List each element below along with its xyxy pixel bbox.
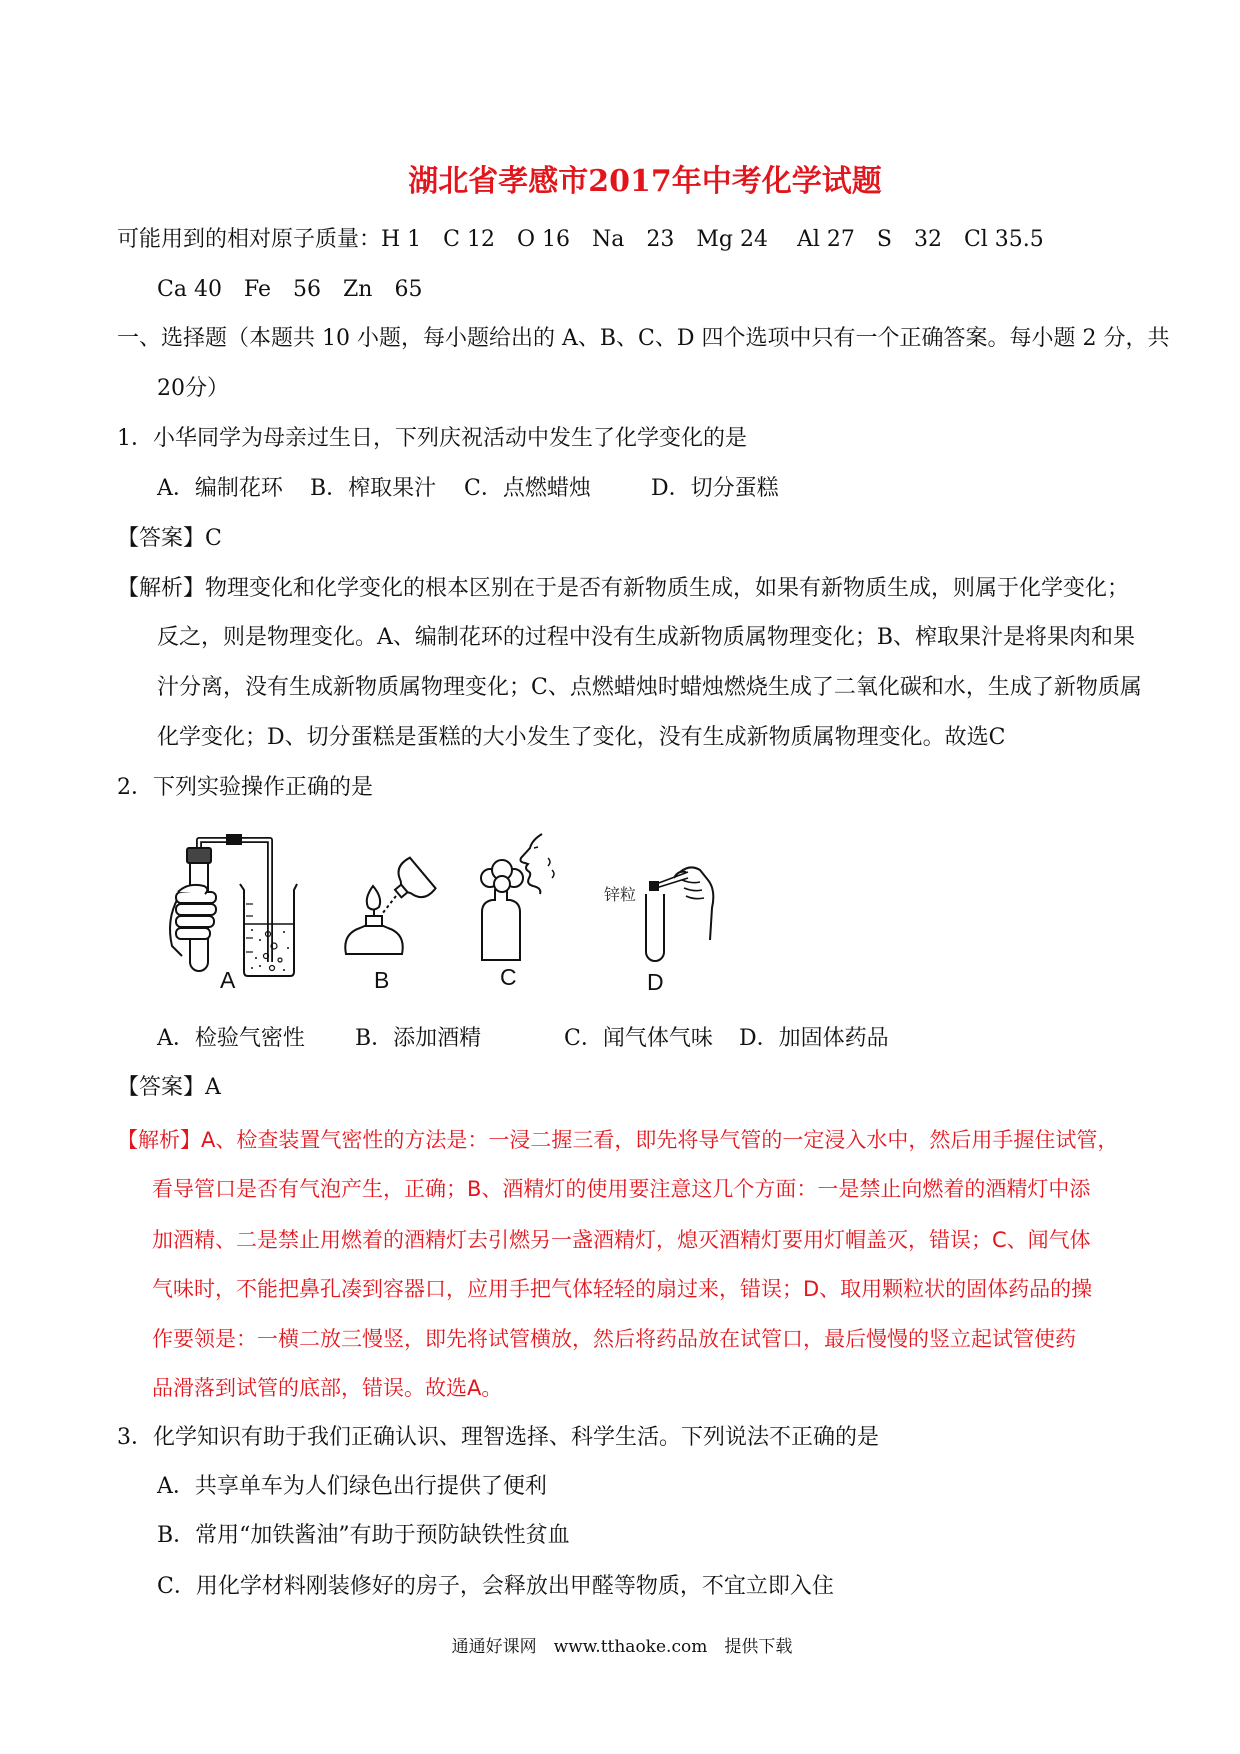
q2-analysis-line-1: 【解析】A、检查装置气密性的方法是：一浸二握三看，即先将导气管的一定浸入水中，然后用手握住试管， [117, 1128, 1119, 1152]
q2-option-b: B．添加酒精 [355, 1026, 482, 1051]
atomic-mass-line-2: Ca 40 Fe 56 Zn 65 [157, 277, 423, 302]
apparatus-b-alcohol-lamp [345, 857, 436, 954]
page-footer: 通通好课网 www.tthaoke.com 提供下载 [451, 1637, 793, 1657]
page-title: 湖北省孝感市2017年中考化学试题 [408, 164, 882, 199]
q2-apparatus-figure [160, 828, 740, 1008]
q1-option-c: C．点燃蜡烛 [464, 476, 591, 501]
q2-analysis-line-2: 看导管口是否有气泡产生，正确；B、酒精灯的使用要注意这几个方面：一是禁止向燃着的酒精灯中添 [152, 1177, 1091, 1201]
q3-option-c: C．用化学材料刚装修好的房子，会释放出甲醛等物质，不宜立即入住 [157, 1574, 834, 1599]
q2-analysis-line-3: 加酒精、二是禁止用燃着的酒精灯去引燃另一盏酒精灯，熄灭酒精灯要用灯帽盖灭，错误；C、闻气体 [152, 1228, 1091, 1252]
apparatus-c-smell-gas [481, 834, 554, 960]
section-heading-line-2: 20分） [157, 376, 229, 401]
q2-option-d: D．加固体药品 [739, 1026, 889, 1051]
apparatus-a-airtightness [170, 834, 297, 976]
reagent-label-zinc-granules: 锌粒 [604, 885, 637, 904]
q1-analysis-line-1: 【解析】物理变化和化学变化的根本区别在于是否有新物质生成，如果有新物质生成，则属于化学变化； [117, 576, 1130, 601]
q3-stem: 3．化学知识有助于我们正确认识、理智选择、科学生活。下列说法不正确的是 [117, 1425, 879, 1450]
figure-label-d: D [647, 969, 664, 995]
q2-answer: 【答案】A [117, 1075, 221, 1100]
q2-analysis-line-5: 作要领是：一横二放三慢竖，即先将试管横放，然后将药品放在试管口，最后慢慢的竖立起试管使药 [152, 1327, 1076, 1351]
figure-label-c: C [500, 964, 517, 990]
q2-stem: 2．下列实验操作正确的是 [117, 775, 373, 800]
q2-option-c: C．闻气体气味 [564, 1026, 713, 1051]
q1-stem: 1．小华同学为母亲过生日，下列庆祝活动中发生了化学变化的是 [117, 426, 747, 451]
q3-option-a: A．共享单车为人们绿色出行提供了便利 [157, 1474, 547, 1499]
q2-analysis-line-4: 气味时，不能把鼻孔凑到容器口，应用手把气体轻轻的扇过来，错误；D、取用颗粒状的固体药品的操 [152, 1277, 1093, 1301]
figure-label-b: B [374, 967, 390, 993]
section-heading-line-1: 一、选择题（本题共 10 小题，每小题给出的 A、B、C、D 四个选项中只有一个正确答案。每小题 2 分，共 [117, 326, 1170, 351]
q1-option-b: B．榨取果汁 [310, 476, 437, 501]
q1-option-a: A．编制花环 [157, 476, 283, 501]
apparatus-d-solid-reagent [646, 867, 713, 961]
figure-label-a: A [220, 967, 236, 993]
q1-option-d: D．切分蛋糕 [651, 476, 779, 501]
q1-analysis-line-3: 汁分离，没有生成新物质属物理变化；C、点燃蜡烛时蜡烛燃烧生成了二氧化碳和水，生成了新物质属 [157, 675, 1142, 700]
q1-analysis-line-2: 反之，则是物理变化。A、编制花环的过程中没有生成新物质属物理变化；B、榨取果汁是将果肉和果 [157, 625, 1136, 650]
q3-option-b: B．常用“加铁酱油”有助于预防缺铁性贫血 [157, 1523, 570, 1548]
q1-answer: 【答案】C [117, 526, 222, 551]
atomic-mass-line-1: 可能用到的相对原子质量：H 1 C 12 O 16 Na 23 Mg 24 Al 27 S 32 Cl 35.5 [117, 227, 1044, 252]
q2-option-a: A．检验气密性 [157, 1026, 305, 1051]
q2-analysis-line-6: 品滑落到试管的底部，错误。故选A。 [152, 1376, 503, 1400]
q1-analysis-line-4: 化学变化；D、切分蛋糕是蛋糕的大小发生了变化，没有生成新物质属物理变化。故选C [157, 725, 1006, 750]
